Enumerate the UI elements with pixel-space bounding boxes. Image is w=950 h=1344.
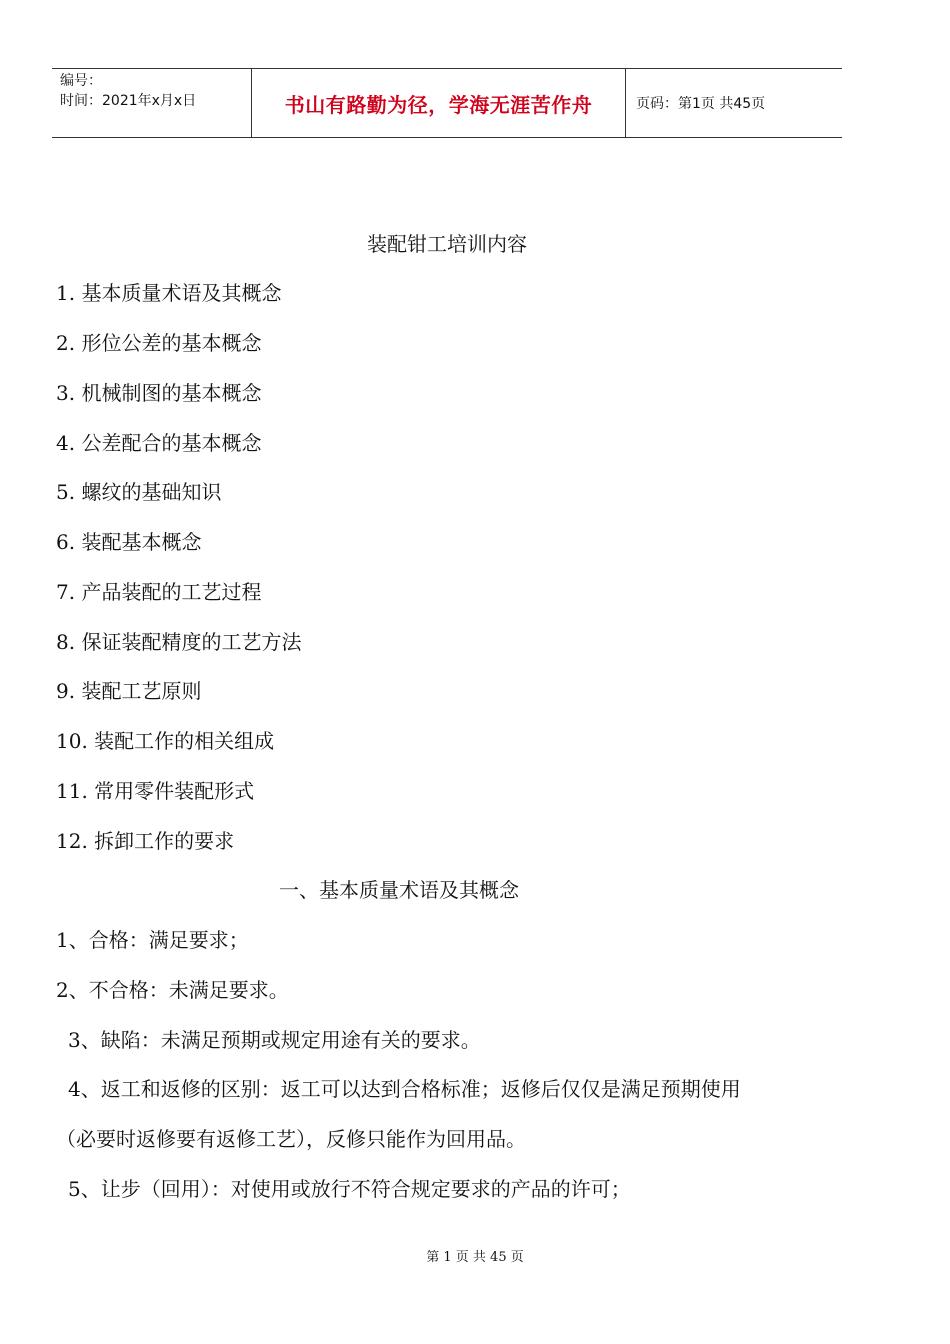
header-page-info: 页码：第1页 共45页	[636, 96, 766, 112]
header-motto: 书山有路勤为径，学海无涯苦作舟	[252, 69, 626, 137]
toc-item: 8. 保证装配精度的工艺方法	[56, 630, 302, 654]
toc-item: 1. 基本质量术语及其概念	[56, 281, 282, 305]
page-footer: 第 1 页 共 45 页	[426, 1250, 524, 1265]
toc-item: 9. 装配工艺原则	[56, 679, 202, 703]
toc-item: 2. 形位公差的基本概念	[56, 331, 262, 355]
page-header	[52, 68, 842, 138]
header-meta	[52, 69, 252, 137]
doc-time-label: 时间：2021年x月x日	[60, 93, 197, 109]
toc-item: 3. 机械制图的基本概念	[56, 381, 262, 405]
paragraph: 5、让步（回用）：对使用或放行不符合规定要求的产品的许可；	[68, 1177, 631, 1201]
toc-item: 10. 装配工作的相关组成	[56, 729, 275, 753]
paragraph: 3、缺陷：未满足预期或规定用途有关的要求。	[68, 1028, 481, 1052]
section-heading: 一、基本质量术语及其概念	[279, 878, 519, 902]
toc-item: 7. 产品装配的工艺过程	[56, 580, 262, 604]
doc-number-label: 编号：	[60, 73, 102, 89]
paragraph: 1、合格：满足要求；	[56, 928, 249, 952]
toc-item: 12. 拆卸工作的要求	[56, 829, 235, 853]
paragraph: 2、不合格：未满足要求。	[56, 978, 289, 1002]
toc-item: 5. 螺纹的基础知识	[56, 480, 222, 504]
toc-item: 6. 装配基本概念	[56, 530, 202, 554]
paragraph: （必要时返修要有返修工艺），反修只能作为回用品。	[56, 1127, 526, 1151]
document-title: 装配钳工培训内容	[367, 232, 527, 256]
toc-item: 11. 常用零件装配形式	[56, 779, 255, 803]
paragraph: 4、返工和返修的区别：返工可以达到合格标准；返修后仅仅是满足预期使用	[68, 1077, 741, 1101]
toc-item: 4. 公差配合的基本概念	[56, 431, 262, 455]
